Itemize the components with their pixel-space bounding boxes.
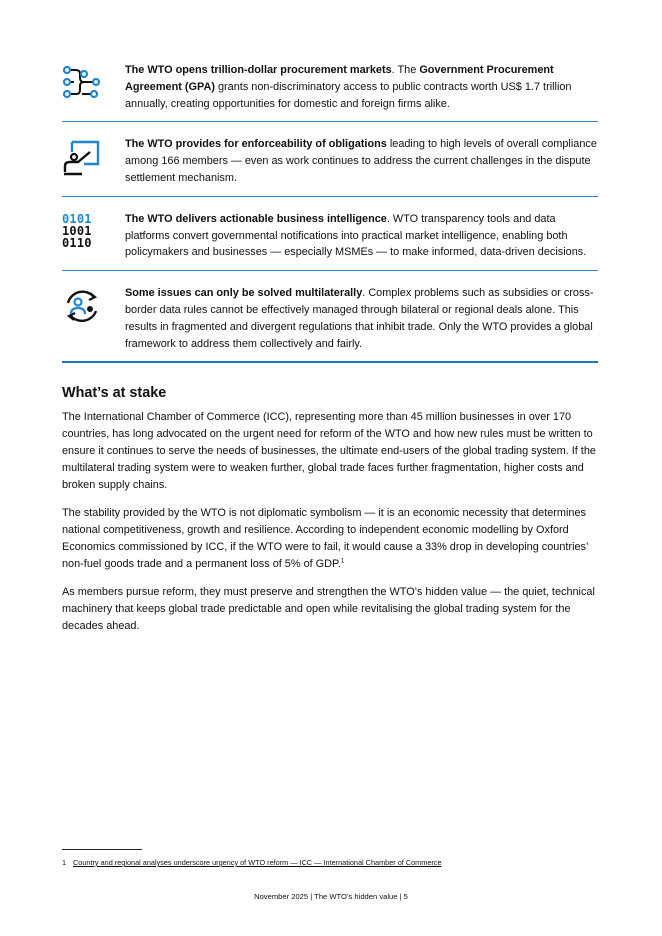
item-bold-term: Government Procurement Agreement (GPA) bbox=[125, 64, 554, 93]
list-item-procurement bbox=[62, 60, 598, 122]
user-cycle-icon bbox=[62, 287, 102, 327]
page-footer: November 2025 | The WTO’s hidden value | 5 bbox=[254, 892, 408, 901]
binary-row: 0101 bbox=[62, 211, 92, 226]
footnote-link[interactable]: Country and regional analyses underscore urgency of WTO reform — ICC — International Chamber of Commerce bbox=[73, 858, 442, 867]
presenter-board-icon bbox=[62, 138, 102, 178]
footnote-ref[interactable]: 1 bbox=[340, 558, 345, 565]
list-item-multilateral bbox=[62, 283, 598, 363]
value-list bbox=[62, 60, 598, 375]
item-text bbox=[125, 285, 598, 352]
binary-data-icon bbox=[62, 213, 102, 253]
item-text-part: . Complex problems such as subsidies or cross-border data rules cannot be effectively managed through bilateral or regional deals alone. This results in fragmented and divergent regulations that inhibit trade. Only the WTO provides a global framework to address them collectively and fairly. bbox=[125, 287, 594, 350]
item-text-part: . The bbox=[391, 64, 420, 76]
item-text bbox=[125, 62, 598, 112]
network-flow-icon bbox=[62, 64, 102, 104]
item-text-part: grants non-discriminatory access to public contracts worth US$ 1.7 trillion annually, creating opportunities for domestic and foreign firms alike. bbox=[125, 80, 572, 110]
section-heading: What’s at stake bbox=[62, 385, 167, 401]
item-text bbox=[125, 211, 598, 261]
list-item-intelligence bbox=[62, 209, 598, 271]
whats-at-stake-section bbox=[62, 385, 598, 646]
item-text bbox=[125, 136, 598, 186]
item-bold-lead: The WTO delivers actionable business intelligence bbox=[125, 212, 387, 225]
paragraph-text: The stability provided by the WTO is not diplomatic symbolism — it is an economic necessity that determines national competitiveness, growth and resilience. According to independent economic modelling by Oxford Economics commissioned by ICC, if the WTO were to fail, it would cause a 33% drop in developing countries’ non-fuel goods trade and a permanent loss of 5% of GDP. bbox=[62, 507, 589, 570]
footnote-number: 1 bbox=[62, 858, 67, 867]
footnote bbox=[62, 858, 442, 867]
binary-row: 1001 bbox=[62, 223, 92, 238]
footnote-divider bbox=[62, 849, 142, 850]
item-bold-lead: The WTO opens trillion-dollar procurement markets bbox=[125, 64, 392, 76]
item-bold-lead: The WTO provides for enforceability of obligations bbox=[125, 138, 387, 151]
list-item-enforceability bbox=[62, 134, 598, 196]
section-paragraph bbox=[62, 505, 598, 573]
section-paragraph: As members pursue reform, they must preserve and strengthen the WTO’s hidden value — the quiet, technical machinery that keeps global trade predictable and open while revitalising the global trading system for the decades ahead. bbox=[62, 586, 595, 632]
item-bold-lead: Some issues can only be solved multilaterally bbox=[125, 287, 363, 300]
item-text-part: leading to high levels of overall compliance among 166 members — even as work continues to address the current challenges in the dispute settlement mechanism. bbox=[125, 138, 597, 184]
binary-row: 0110 bbox=[62, 235, 92, 250]
section-paragraph: The International Chamber of Commerce (ICC), representing more than 45 million businesses in over 170 countries, has long advocated on the urgent need for reform of the WTO and how new rules must be written to ensure it continues to serve the needs of businesses, the ultimate end-users of the global trading system. If the multilateral trading system were to weaken further, global trade faces further fragmentation, higher costs and broken supply chains. bbox=[62, 411, 596, 491]
item-text-part: . WTO transparency tools and data platforms convert governmental notifications into practical market intelligence, enabling both policymakers and businesses — especially MSMEs — to make informed, data-driven decisions. bbox=[125, 212, 587, 259]
